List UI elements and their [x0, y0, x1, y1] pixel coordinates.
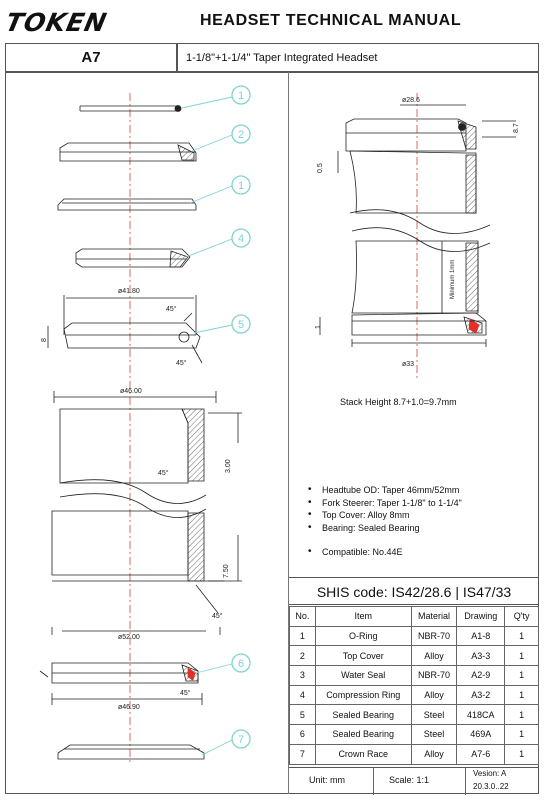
cell-material: Alloy: [411, 646, 457, 666]
dim-angle-race: 45°: [180, 690, 191, 697]
cell-item: Compression Ring: [315, 685, 411, 705]
dim-steerer-top: ø28.6: [402, 97, 420, 104]
cell-qty: 1: [505, 744, 539, 764]
version-label: Vesion: A: [473, 769, 507, 778]
table-row: [290, 666, 539, 686]
model-code: A7: [5, 43, 177, 72]
dim-depth-top: 3.00: [225, 459, 232, 473]
water-seal-part: [58, 199, 196, 210]
dim-bearing-od: ø41.80: [118, 288, 140, 295]
cell-material: Alloy: [411, 685, 457, 705]
exploded-view-drawing: [6, 73, 288, 793]
spec-fork-steerer: • Fork Steerer: Taper 1-1/8" to 1-1/4": [306, 497, 531, 510]
callout-1: 1: [237, 90, 245, 102]
cell-qty: 1: [505, 725, 539, 745]
cell-no: 1: [290, 626, 316, 646]
model-description: 1-1/8"+1-1/4" Taper Integrated Headset: [177, 43, 539, 72]
table-row: [290, 626, 539, 646]
crown-race-part: [58, 745, 204, 759]
cell-item: Top Cover: [315, 646, 411, 666]
callout-3: 1: [237, 180, 245, 192]
cell-material: NBR-70: [411, 626, 457, 646]
stack-height: Stack Height 8.7+1.0=9.7mm: [340, 397, 457, 407]
col-qty: Q'ty: [505, 607, 539, 627]
dim-bearing-height: 8: [41, 338, 48, 342]
dim-depth-bottom: 7.50: [223, 564, 230, 578]
cell-qty: 1: [505, 685, 539, 705]
spec-headtube: • Headtube OD: Taper 46mm/52mm: [306, 484, 531, 497]
cell-item: Crown Race: [315, 744, 411, 764]
spec-compatible: • Compatible: No.44E: [306, 546, 531, 559]
cell-no: 5: [290, 705, 316, 725]
footer-divider: [465, 768, 466, 795]
cell-drawing: A3-3: [457, 646, 505, 666]
parts-table: [289, 606, 539, 765]
parts-table-header: [290, 607, 539, 627]
cell-drawing: A3-2: [457, 685, 505, 705]
cell-drawing: A1-8: [457, 626, 505, 646]
callout-7: 7: [237, 734, 245, 746]
cell-item: Water Seal: [315, 666, 411, 686]
dim-angle-head: 45°: [158, 470, 169, 477]
table-row: [290, 744, 539, 764]
spec-bearing: • Bearing: Sealed Bearing: [306, 522, 531, 535]
dim-gap: 0.5: [317, 163, 324, 173]
callout-5: 5: [237, 319, 245, 331]
cell-drawing: A2-9: [457, 666, 505, 686]
table-row: [290, 725, 539, 745]
cell-drawing: 418CA: [457, 705, 505, 725]
col-material: Material: [411, 607, 457, 627]
cell-no: 2: [290, 646, 316, 666]
cell-drawing: 469A: [457, 725, 505, 745]
title-block-footer: [289, 767, 539, 794]
bottom-bearing-part: [40, 663, 202, 705]
o-ring-part: [80, 106, 181, 112]
table-row: [290, 646, 539, 666]
cell-no: 7: [290, 744, 316, 764]
cell-material: Steel: [411, 725, 457, 745]
cell-item: O-Ring: [315, 626, 411, 646]
col-drawing: Drawing: [457, 607, 505, 627]
footer-divider: [373, 768, 374, 795]
cell-material: NBR-70: [411, 666, 457, 686]
cell-material: Steel: [411, 705, 457, 725]
callout-6: 6: [237, 658, 245, 670]
shis-code: SHIS code: IS42/28.6 | IS47/33: [289, 577, 539, 605]
callout-2: 2: [237, 129, 245, 141]
top-bearing-part: [48, 295, 202, 363]
top-cover-part: [60, 143, 196, 161]
unit-label: Unit: mm: [309, 775, 345, 785]
dim-head-bottom: ø52.00: [118, 634, 140, 641]
callout-4: 4: [237, 233, 245, 245]
date-label: 20.3.0..22: [473, 782, 509, 791]
cell-item: Sealed Bearing: [315, 725, 411, 745]
section-view-drawing: [290, 73, 538, 393]
dim-angle-top: 45°: [166, 306, 177, 313]
dim-angle-lower: 45°: [212, 613, 223, 620]
compression-ring-part: [76, 249, 190, 267]
cell-material: Alloy: [411, 744, 457, 764]
cell-qty: 1: [505, 666, 539, 686]
cell-no: 6: [290, 725, 316, 745]
col-no: No.: [290, 607, 316, 627]
cell-qty: 1: [505, 705, 539, 725]
col-item: Item: [315, 607, 411, 627]
cell-qty: 1: [505, 646, 539, 666]
table-row: [290, 705, 539, 725]
spec-list: [306, 484, 531, 559]
cell-item: Sealed Bearing: [315, 705, 411, 725]
manual-title: HEADSET TECHNICAL MANUAL: [200, 12, 462, 29]
dim-minimum: Minimum 1mm: [450, 259, 456, 299]
cell-drawing: A7-6: [457, 744, 505, 764]
dim-angle-bottom: 45°: [176, 360, 187, 367]
scale-label: Scale: 1:1: [389, 775, 430, 785]
table-row: [290, 685, 539, 705]
dim-one: 1: [315, 325, 322, 329]
spec-top-cover: • Top Cover: Alloy 8mm: [306, 509, 531, 522]
head-tube-part: [52, 391, 242, 635]
brand-logo: TOKEN: [3, 8, 110, 37]
dim-race-diameter: ø46.90: [118, 704, 140, 711]
cell-no: 3: [290, 666, 316, 686]
dim-head-top: ø46.00: [120, 388, 142, 395]
dim-stack: 8.7: [513, 123, 520, 133]
cell-no: 4: [290, 685, 316, 705]
dim-steerer-bottom: ø33: [402, 361, 415, 368]
cell-qty: 1: [505, 626, 539, 646]
